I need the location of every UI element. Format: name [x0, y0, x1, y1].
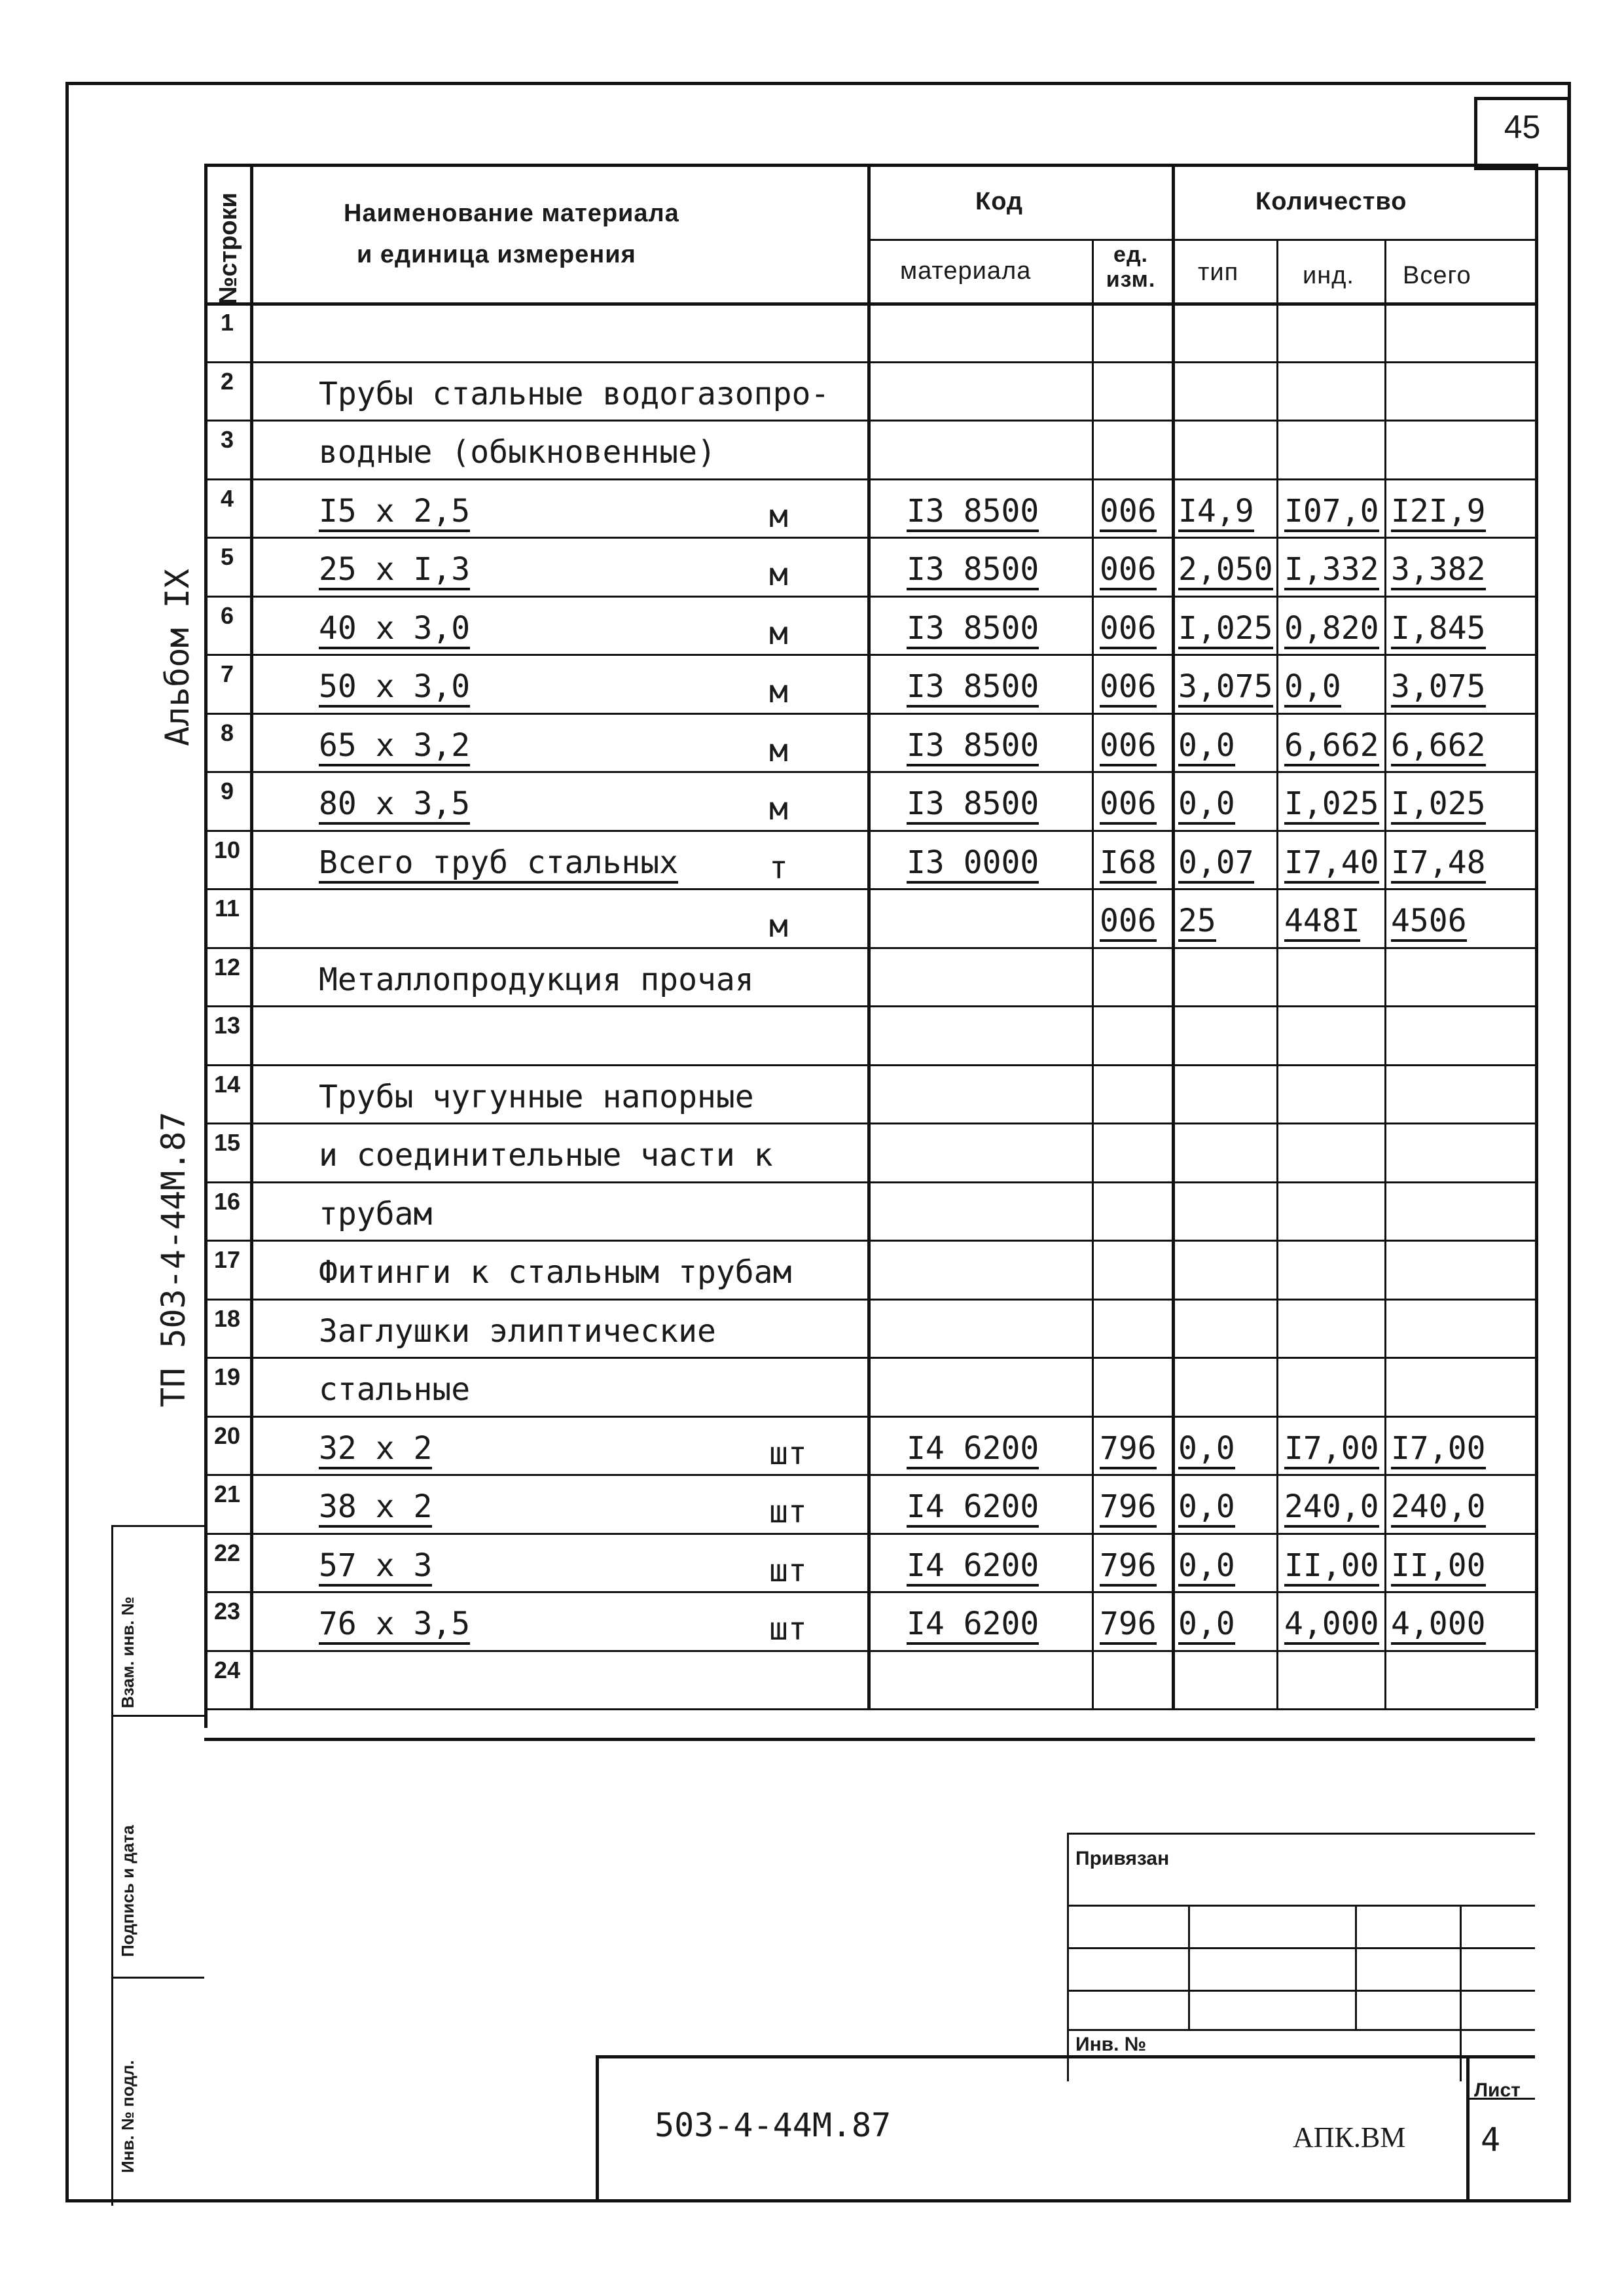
- stamp-sheet-label: Лист: [1474, 2079, 1521, 2101]
- row-number: 14: [213, 1070, 241, 1098]
- row-name: Трубы стальные водогазопро-: [319, 375, 830, 412]
- row-unit: шт: [769, 1435, 807, 1472]
- row-qty-ind: I,025: [1284, 785, 1379, 825]
- row-name: 80 x 3,5: [319, 785, 470, 825]
- project-label: ТП 503-4-44М.87: [154, 1111, 192, 1407]
- row-material-code: I4 6200: [907, 1430, 1039, 1469]
- row-qty-type: 0,0: [1178, 1606, 1235, 1645]
- side-strip-line: [111, 1525, 204, 1527]
- row-number: 18: [213, 1304, 241, 1332]
- row-qty-total: I7,48: [1391, 844, 1486, 884]
- row-qty-total: 4,000: [1391, 1606, 1486, 1645]
- row-qty-type: 0,0: [1178, 1430, 1235, 1469]
- row-qty-total: 3,382: [1391, 551, 1486, 590]
- row-name: 25 x I,3: [319, 551, 470, 590]
- row-qty-ind: 4,000: [1284, 1606, 1379, 1645]
- row-unit: шт: [769, 1494, 807, 1530]
- stamp-bound-label: Привязан: [1075, 1848, 1170, 1869]
- stamp-line: [1067, 2029, 1535, 2031]
- row-qty-type: 0,0: [1178, 727, 1235, 766]
- page-number: 45: [1504, 109, 1541, 145]
- stamp-line: [1188, 1905, 1190, 2029]
- row-qty-type: 0,0: [1178, 1547, 1235, 1587]
- row-material-code: I3 8500: [907, 727, 1039, 766]
- row-name: 32 x 2: [319, 1430, 432, 1469]
- row-unit-code: 006: [1100, 551, 1157, 590]
- row-number: 11: [214, 895, 240, 922]
- header-name-line1: Наименование материала: [344, 200, 679, 227]
- row-qty-total: I,845: [1391, 610, 1486, 649]
- header-name-line2: и единица измерения: [357, 241, 636, 268]
- row-qty-total: 4506: [1391, 903, 1467, 942]
- row-unit: шт: [769, 1611, 807, 1647]
- row-unit-code: 006: [1100, 903, 1157, 942]
- row-number: 20: [213, 1422, 241, 1449]
- stamp-line: [1355, 1905, 1357, 2029]
- row-line: [204, 1708, 1535, 1710]
- stamp-designation: 503-4-44М.87: [655, 2106, 892, 2144]
- row-name: Заглушки элиптические: [319, 1312, 716, 1350]
- row-unit-code: 006: [1100, 610, 1157, 649]
- row-name: трубам: [319, 1195, 433, 1232]
- stamp-sheet-number: 4: [1481, 2121, 1501, 2159]
- row-number: 22: [213, 1539, 241, 1566]
- row-unit: м: [769, 908, 788, 944]
- col-line: [250, 164, 253, 1708]
- col-line: [1276, 239, 1278, 1708]
- header-ind: инд.: [1303, 262, 1354, 289]
- header-quantity: Количество: [1255, 188, 1407, 215]
- row-unit: м: [769, 615, 788, 652]
- row-material-code: I4 6200: [907, 1547, 1039, 1587]
- stamp-line: [1067, 1947, 1535, 1949]
- stamp-line: [1067, 1833, 1535, 1835]
- row-unit: шт: [769, 1552, 807, 1589]
- row-number: 3: [220, 426, 234, 453]
- header-material: материала: [900, 257, 1032, 285]
- row-name: и соединительные части к: [319, 1137, 773, 1174]
- row-qty-type: 2,050: [1178, 551, 1273, 590]
- album-label: Альбом IX: [158, 569, 196, 746]
- header-type: тип: [1198, 259, 1239, 286]
- row-name: 76 x 3,5: [319, 1606, 470, 1645]
- row-qty-ind: I7,40: [1284, 844, 1379, 884]
- row-number: 1: [220, 309, 234, 336]
- row-material-code: I3 0000: [907, 844, 1039, 884]
- stamp-line: [1067, 1905, 1535, 1907]
- row-material-code: I3 8500: [907, 785, 1039, 825]
- row-qty-type: 0,0: [1178, 785, 1235, 825]
- row-qty-ind: I,332: [1284, 551, 1379, 590]
- row-qty-type: I4,9: [1178, 493, 1254, 532]
- row-number: 2: [220, 367, 234, 395]
- row-material-code: I3 8500: [907, 610, 1039, 649]
- header-unit-line2: изм.: [1106, 267, 1156, 292]
- header-row-number: №строки: [215, 192, 242, 304]
- stamp-inv-label: Инв. №: [1075, 2034, 1147, 2055]
- row-number: 21: [213, 1481, 241, 1507]
- row-material-code: I3 8500: [907, 668, 1039, 708]
- row-material-code: I4 6200: [907, 1488, 1039, 1528]
- row-qty-ind: I07,0: [1284, 493, 1379, 532]
- row-name: 38 x 2: [319, 1488, 432, 1528]
- subheader-line: [867, 239, 1535, 241]
- row-name: водные (обыкновенные): [319, 434, 716, 471]
- row-number: 8: [220, 719, 234, 746]
- row-unit-code: 796: [1100, 1547, 1157, 1587]
- row-qty-type: 0,07: [1178, 844, 1254, 884]
- row-qty-total: I,025: [1391, 785, 1486, 825]
- col-line: [1384, 239, 1386, 1708]
- row-name: Фитинги к стальным трубам: [319, 1254, 792, 1291]
- row-qty-ind: 0,820: [1284, 610, 1379, 649]
- row-qty-type: 25: [1178, 903, 1216, 942]
- row-qty-total: I2I,9: [1391, 493, 1486, 532]
- lower-line: [204, 1738, 1535, 1741]
- row-number: 10: [213, 836, 241, 863]
- row-number: 24: [213, 1656, 241, 1683]
- col-line: [867, 164, 871, 1708]
- row-number: 12: [213, 953, 241, 980]
- row-material-code: I3 8500: [907, 493, 1039, 532]
- row-number: 6: [220, 602, 234, 629]
- row-number: 16: [213, 1187, 241, 1215]
- row-name: I5 x 2,5: [319, 493, 470, 532]
- row-qty-total: I7,00: [1391, 1430, 1486, 1469]
- row-qty-type: 0,0: [1178, 1488, 1235, 1528]
- row-qty-ind: I7,00: [1284, 1430, 1379, 1469]
- stamp-line: [596, 2055, 1535, 2058]
- row-material-code: I3 8500: [907, 551, 1039, 590]
- col-line: [1535, 164, 1538, 1708]
- row-unit: т: [769, 849, 788, 886]
- row-qty-total: 240,0: [1391, 1488, 1486, 1528]
- row-qty-total: 3,075: [1391, 668, 1486, 708]
- header-total: Всего: [1403, 262, 1471, 289]
- row-number: 23: [213, 1598, 241, 1625]
- row-qty-ind: II,00: [1284, 1547, 1379, 1587]
- row-qty-total: II,00: [1391, 1547, 1486, 1587]
- row-name: Металлопродукция прочая: [319, 961, 754, 998]
- stamp-line: [1067, 1990, 1535, 1992]
- row-qty-ind: 0,0: [1284, 668, 1341, 708]
- row-unit-code: 006: [1100, 493, 1157, 532]
- row-unit: м: [769, 674, 788, 710]
- stamp-line: [1067, 1833, 1069, 2081]
- row-unit: м: [769, 791, 788, 827]
- row-number: 15: [213, 1129, 241, 1156]
- col-line: [1092, 239, 1094, 1708]
- row-unit: м: [769, 556, 788, 593]
- inv-original-label: Инв. № подл.: [118, 2060, 137, 2173]
- row-number: 4: [220, 484, 234, 512]
- row-qty-ind: 240,0: [1284, 1488, 1379, 1528]
- row-number: 7: [220, 660, 234, 687]
- row-qty-total: 6,662: [1391, 727, 1486, 766]
- inv-replace-label: Взам. инв. №: [118, 1596, 137, 1708]
- sign-date-label: Подпись и дата: [118, 1825, 137, 1957]
- row-qty-type: I,025: [1178, 610, 1273, 649]
- side-strip-line: [111, 1977, 204, 1979]
- row-name: Всего труб стальных: [319, 844, 678, 884]
- row-name: 57 x 3: [319, 1547, 432, 1587]
- side-strip-line: [111, 1715, 204, 1717]
- header-code: Код: [975, 188, 1024, 215]
- row-number: 9: [220, 778, 234, 804]
- row-qty-type: 3,075: [1178, 668, 1273, 708]
- row-name: 50 x 3,0: [319, 668, 470, 708]
- row-name: стальные: [319, 1371, 471, 1408]
- side-strip-line: [111, 1525, 113, 2206]
- row-number: 17: [213, 1246, 241, 1273]
- row-unit-code: 796: [1100, 1430, 1157, 1469]
- row-name: 65 x 3,2: [319, 727, 470, 766]
- stamp-doc-code: АПК.ВМ: [1293, 2121, 1406, 2153]
- row-number: 5: [220, 543, 234, 570]
- row-unit-code: 006: [1100, 785, 1157, 825]
- row-qty-ind: 448I: [1284, 903, 1360, 942]
- row-unit: м: [769, 497, 788, 535]
- row-number: 13: [213, 1012, 241, 1039]
- row-name: Трубы чугунные напорные: [319, 1078, 754, 1115]
- row-unit-code: 796: [1100, 1606, 1157, 1645]
- row-qty-ind: 6,662: [1284, 727, 1379, 766]
- row-unit-code: 006: [1100, 727, 1157, 766]
- row-number: 19: [213, 1363, 241, 1390]
- row-unit-code: I68: [1100, 844, 1157, 884]
- row-name: 40 x 3,0: [319, 610, 470, 649]
- row-unit-code: 796: [1100, 1488, 1157, 1528]
- row-material-code: I4 6200: [907, 1606, 1039, 1645]
- row-unit-code: 006: [1100, 668, 1157, 708]
- row-unit: м: [769, 732, 788, 769]
- stamp-line: [596, 2055, 599, 2202]
- col-line: [1172, 164, 1175, 1708]
- header-unit-line1: ед.: [1113, 242, 1148, 267]
- stamp-line: [1466, 2055, 1470, 2202]
